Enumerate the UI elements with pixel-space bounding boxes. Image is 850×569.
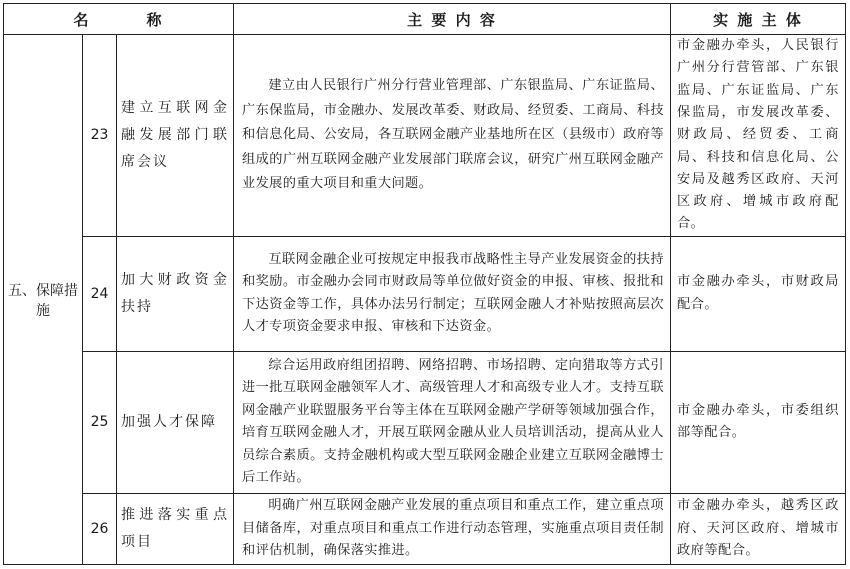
row-name: 建立互联网金融发展部门联席会议 — [117, 35, 234, 237]
row-number: 25 — [83, 351, 117, 493]
header-name-char-1: 名 — [73, 10, 91, 29]
row-content: 综合运用政府组团招聘、网络招聘、市场招聘、定向猎取等方式引进一批互联网金融领军人才、高级管理人才和高级专业人才。支持互联网金融产业联盟服务平台等主体在互联网金融产学研等领域加强合作，培育互联网金融人才，开展互联网金融从业人员培训活动，提高从业人员综合素质。支持金融机构或大型互联网金融企业建立互联网金融博士后工作站。 — [234, 351, 671, 493]
header-name — [4, 4, 234, 35]
row-owner: 市金融办牵头，市财政局配合。 — [671, 236, 846, 351]
header-owner: 实 施 主 体 — [671, 4, 846, 35]
row-content: 明确广州互联网金融产业发展的重点项目和重点工作，建立重点项目储备库，对重点项目和重点工作进行动态管理，实施重点项目责任制和评估机制，确保落实推进。 — [234, 493, 671, 564]
section-label: 五、保障措施 — [4, 35, 83, 565]
row-owner: 市金融办牵头，市委组织部等配合。 — [671, 351, 846, 493]
row-name: 加大财政资金扶持 — [117, 236, 234, 351]
table-row — [4, 35, 846, 237]
header-name-char-2: 称 — [146, 10, 164, 29]
table-row — [4, 493, 846, 564]
row-content: 互联网金融企业可按规定申报我市战略性主导产业发展资金的扶持和奖励。市金融办会同市财政局等单位做好资金的申报、审核、报批和下达资金等工作，具体办法另行制定；互联网金融人才补贴按照高层次人才专项资金要求申报、审核和下达资金。 — [234, 236, 671, 351]
row-owner: 市金融办牵头，越秀区政府、天河区政府、增城市政府等配合。 — [671, 493, 846, 564]
header-content: 主 要 内 容 — [234, 4, 671, 35]
table-header-row — [4, 4, 846, 35]
row-content: 建立由人民银行广州分行营业管理部、广东银监局、广东证监局、广东保监局，市金融办、发展改革委、财政局、经贸委、工商局、科技和信息化局、公安局，各互联网金融产业基地所在区（县级市）政府等组成的广州互联网金融产业发展部门联席会议，研究广州互联网金融产业发展的重大项目和重大问题。 — [234, 35, 671, 237]
measures-table — [3, 3, 846, 565]
row-number: 26 — [83, 493, 117, 564]
row-name: 加强人才保障 — [117, 351, 234, 493]
row-number: 24 — [83, 236, 117, 351]
row-number: 23 — [83, 35, 117, 237]
table-row — [4, 351, 846, 493]
table-row — [4, 236, 846, 351]
row-owner: 市金融办牵头，人民银行广州分行营管部、广东银监局、广东证监局、广东保监局，市发展改革委、财政局、经贸委、工商局、科技和信息化局、公安局及越秀区政府、天河区政府、增城市政府配合。 — [671, 35, 846, 237]
document-page — [3, 3, 845, 565]
row-name: 推进落实重点项目 — [117, 493, 234, 564]
